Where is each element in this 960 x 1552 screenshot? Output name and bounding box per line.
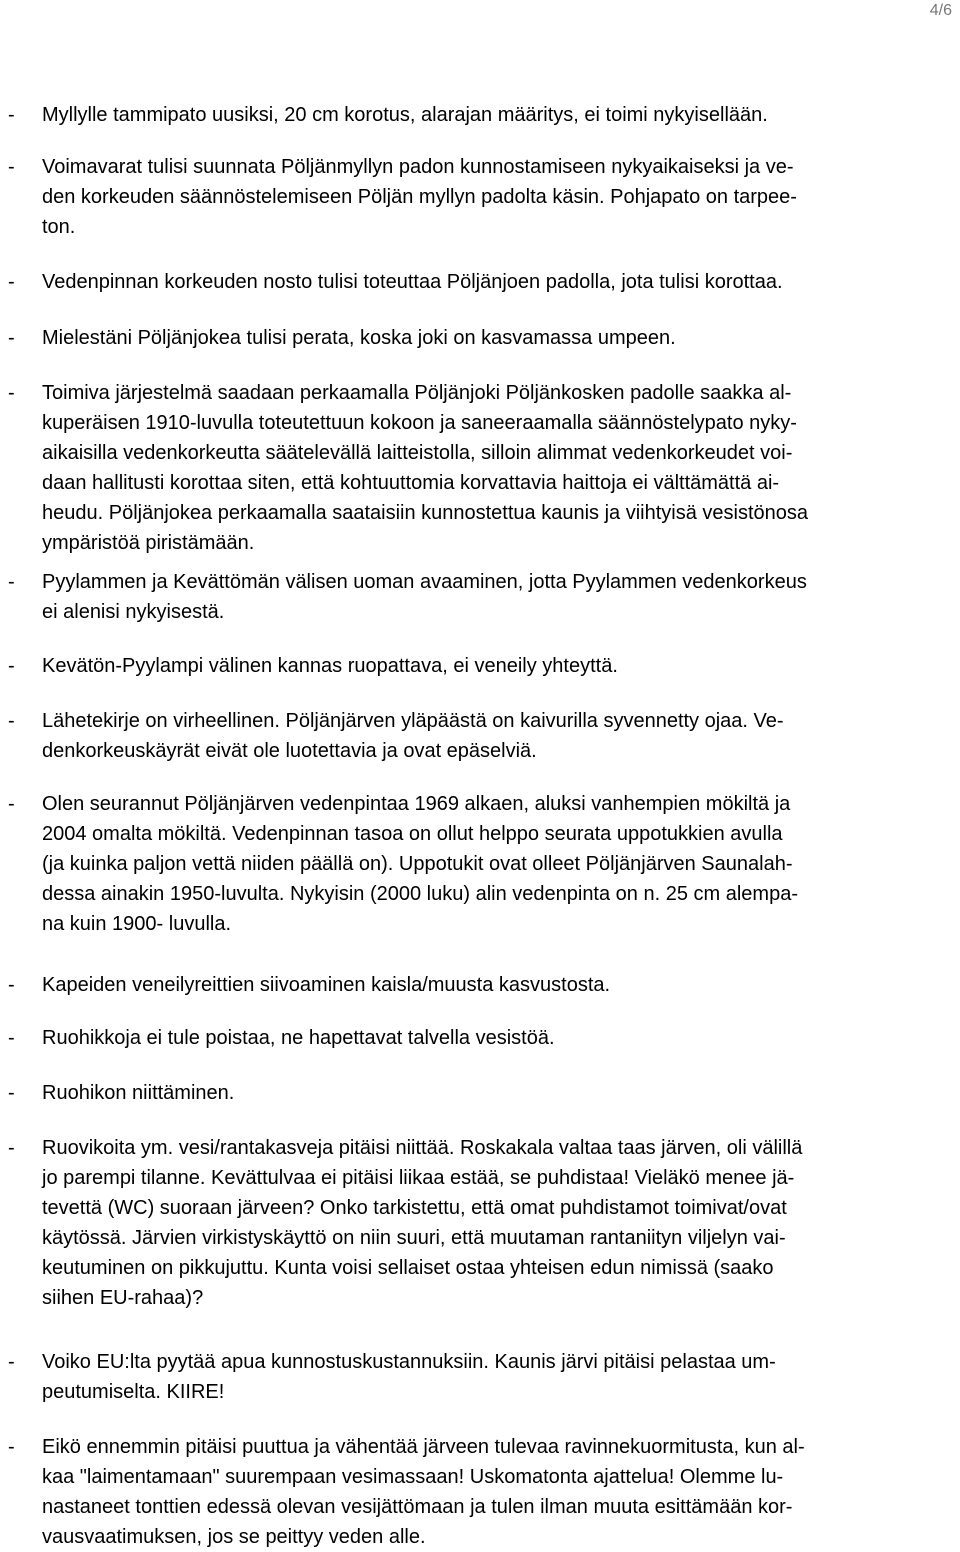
text-line: den korkeuden säännöstelemiseen Pöljän myllyn padolta käsin. Pohjapato on tarpee- bbox=[42, 186, 797, 208]
list-item-text bbox=[42, 378, 953, 558]
list-item-text bbox=[42, 267, 953, 297]
text-line: ei alenisi nykyisestä. bbox=[42, 601, 225, 623]
list-item-text bbox=[42, 1133, 953, 1313]
list-item-text bbox=[42, 152, 953, 242]
text-line: ton. bbox=[42, 216, 76, 238]
text-line: tevettä (WC) suoraan järveen? Onko tarkistettu, että omat puhdistamot toimivat/ovat bbox=[42, 1197, 787, 1219]
list-item-text bbox=[42, 1023, 953, 1053]
text-line: jo parempi tilanne. Kevättulvaa ei pitäisi liikaa estää, se puhdistaa! Vieläkö menee jä- bbox=[42, 1167, 795, 1189]
text-line: ympäristöä piristämään. bbox=[42, 532, 255, 554]
list-item bbox=[8, 323, 953, 353]
list-item-text bbox=[42, 323, 953, 353]
list-item bbox=[8, 1347, 953, 1407]
text-line: 2004 omalta mökiltä. Vedenpinnan tasoa on ollut helppo seurata uppotukkien avulla bbox=[42, 823, 783, 845]
text-line: vausvaatimuksen, jos se peittyy veden alle. bbox=[42, 1526, 426, 1548]
bullet-dash: - bbox=[8, 1082, 15, 1104]
list-item-text bbox=[42, 100, 953, 130]
text-line: nastaneet tonttien edessä olevan vesijättömaan ja tulen ilman muuta esittämään kor- bbox=[42, 1496, 793, 1518]
text-line: Kevätön-Pyylampi välinen kannas ruopattava, ei veneily yhteyttä. bbox=[42, 655, 618, 677]
text-line: Kapeiden veneilyreittien siivoaminen kaisla/muusta kasvustosta. bbox=[42, 974, 611, 996]
list-item bbox=[8, 152, 953, 242]
list-item bbox=[8, 970, 953, 1000]
text-line: kaa "laimentamaan" suurempaan vesimassaan! Uskomatonta ajattelua! Olemme lu- bbox=[42, 1466, 784, 1488]
bullet-dash: - bbox=[8, 655, 15, 677]
list-item bbox=[8, 651, 953, 681]
text-line: dessa ainakin 1950-luvulta. Nykyisin (2000 luku) alin vedenpinta on n. 25 cm alempa- bbox=[42, 883, 798, 905]
list-item bbox=[8, 378, 953, 558]
list-item-text bbox=[42, 706, 953, 766]
text-line: Ruohikon niittäminen. bbox=[42, 1082, 235, 1104]
text-line: Myllylle tammipato uusiksi, 20 cm korotus, alarajan määritys, ei toimi nykyisellään. bbox=[42, 104, 768, 126]
text-line: käytössä. Järvien virkistyskäyttö on niin suuri, että muutaman rantaniityn viljelyn vai- bbox=[42, 1227, 786, 1249]
list-item bbox=[8, 706, 953, 766]
text-line: denkorkeuskäyrät eivät ole luotettavia ja ovat epäselviä. bbox=[42, 740, 537, 762]
bullet-dash: - bbox=[8, 382, 15, 404]
bullet-dash: - bbox=[8, 974, 15, 996]
text-line: Lähetekirje on virheellinen. Pöljänjärven yläpäästä on kaivurilla syvennetty ojaa. Ve- bbox=[42, 710, 784, 732]
text-line: Vedenpinnan korkeuden nosto tulisi toteuttaa Pöljänjoen padolla, jota tulisi korottaa. bbox=[42, 271, 783, 293]
list-item bbox=[8, 267, 953, 297]
bullet-dash: - bbox=[8, 1351, 15, 1373]
list-item-text bbox=[42, 1432, 953, 1552]
list-item bbox=[8, 100, 953, 130]
list-item-text bbox=[42, 1347, 953, 1407]
list-item bbox=[8, 567, 953, 627]
text-line: Ruohikkoja ei tule poistaa, ne hapettavat talvella vesistöä. bbox=[42, 1027, 555, 1049]
page-number: 4/6 bbox=[929, 2, 952, 19]
bullet-dash: - bbox=[8, 271, 15, 293]
bullet-dash: - bbox=[8, 1436, 15, 1458]
text-line: siihen EU-rahaa)? bbox=[42, 1287, 204, 1309]
text-line: Toimiva järjestelmä saadaan perkaamalla Pöljänjoki Pöljänkosken padolle saakka al- bbox=[42, 382, 792, 404]
list-item-text bbox=[42, 567, 953, 627]
list-item bbox=[8, 1432, 953, 1552]
bullet-dash: - bbox=[8, 1027, 15, 1049]
text-line: Mielestäni Pöljänjokea tulisi perata, koska joki on kasvamassa umpeen. bbox=[42, 327, 676, 349]
text-line: Ruovikoita ym. vesi/rantakasveja pitäisi niittää. Roskakala valtaa taas järven, oli välillä bbox=[42, 1137, 803, 1159]
text-line: kuperäisen 1910-luvulla toteutettuun kokoon ja saneeraamalla säännöstelypato nyky- bbox=[42, 412, 797, 434]
bullet-dash: - bbox=[8, 1137, 15, 1159]
list-item bbox=[8, 1023, 953, 1053]
text-line: peutumiselta. KIIRE! bbox=[42, 1381, 225, 1403]
text-line: Eikö ennemmin pitäisi puuttua ja vähentää järveen tulevaa ravinnekuormitusta, kun al- bbox=[42, 1436, 805, 1458]
bullet-dash: - bbox=[8, 327, 15, 349]
list-item bbox=[8, 789, 953, 939]
bullet-dash: - bbox=[8, 104, 15, 126]
text-line: keutuminen on pikkujuttu. Kunta voisi sellaiset ostaa yhteisen edun nimissä (saako bbox=[42, 1257, 774, 1279]
text-line: heudu. Pöljänjokea perkaamalla saataisiin kunnostettua kaunis ja viihtyisä vesistönosa bbox=[42, 502, 809, 524]
text-line: Voiko EU:lta pyytää apua kunnostuskustannuksiin. Kaunis järvi pitäisi pelastaa um- bbox=[42, 1351, 776, 1373]
text-line: Olen seurannut Pöljänjärven vedenpintaa 1969 alkaen, aluksi vanhempien mökiltä ja bbox=[42, 793, 791, 815]
bullet-dash: - bbox=[8, 710, 15, 732]
list-item-text bbox=[42, 651, 953, 681]
list-item-text bbox=[42, 1078, 953, 1108]
text-line: daan hallitusti korottaa siten, että kohtuuttomia korvattavia haittoja ei välttämättä ai- bbox=[42, 472, 780, 494]
text-line: aikaisilla vedenkorkeutta säätelevällä laitteistolla, silloin alimmat vedenkorkeudet voi- bbox=[42, 442, 793, 464]
text-line: Pyylammen ja Kevättömän välisen uoman avaaminen, jotta Pyylammen vedenkorkeus bbox=[42, 571, 807, 593]
list-item-text bbox=[42, 789, 953, 939]
text-line: (ja kuinka paljon vettä niiden päällä on). Uppotukit ovat olleet Pöljänjärven Saunalah- bbox=[42, 853, 793, 875]
bullet-dash: - bbox=[8, 793, 15, 815]
bullet-dash: - bbox=[8, 571, 15, 593]
text-line: na kuin 1900- luvulla. bbox=[42, 913, 232, 935]
list-item bbox=[8, 1078, 953, 1108]
text-line: Voimavarat tulisi suunnata Pöljänmyllyn padon kunnostamiseen nykyaikaiseksi ja ve- bbox=[42, 156, 794, 178]
bullet-dash: - bbox=[8, 156, 15, 178]
list-item bbox=[8, 1133, 953, 1313]
list-item-text bbox=[42, 970, 953, 1000]
